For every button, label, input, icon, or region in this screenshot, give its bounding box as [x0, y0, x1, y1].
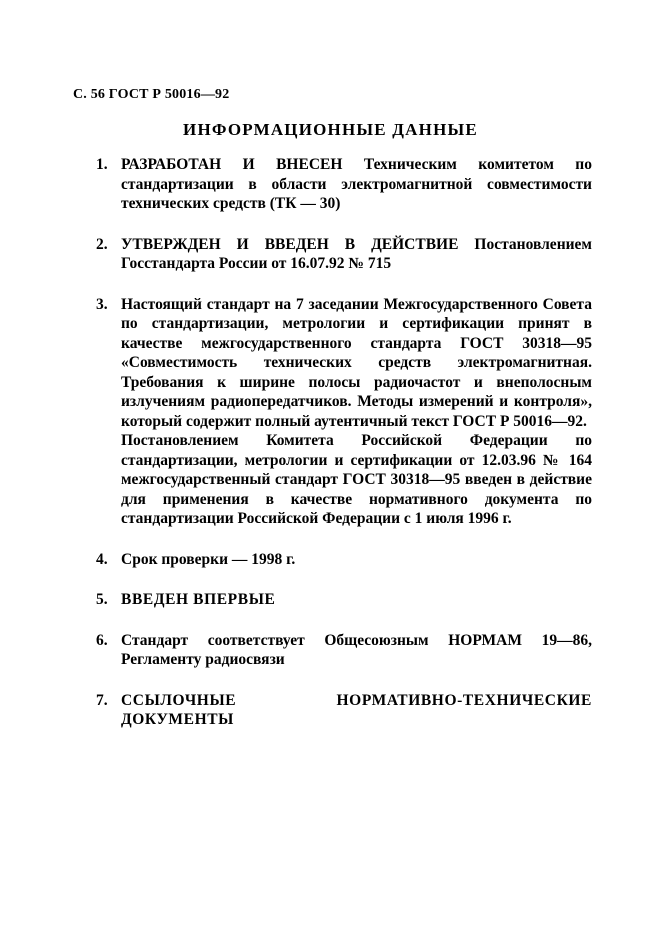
- item-text: Стандарт соответствует Общесоюзным НОРМАМ 19—86, Регламенту радиосвязи: [121, 631, 592, 668]
- info-list: [96, 155, 592, 751]
- list-item: [96, 550, 592, 570]
- item-text: Настоящий стандарт на 7 заседании Межгосударственного Совета по стандартизации, метрологии и сертификации принят в качестве межгосударственного стандарта ГОСТ 30318—95 «Совместимость технических средств электромагнитная. Требования к ширине полосы радиочастот и внеполосным излучениям радиопередатчиков. Методы измерений и контроля», который содержит полный аутентичный текст ГОСТ Р 50016—92.: [121, 295, 592, 430]
- list-item: [96, 631, 592, 670]
- item-text: ВВЕДЕН ВПЕРВЫЕ: [121, 591, 276, 608]
- item-number: 3.: [96, 295, 108, 313]
- item-number: 7.: [96, 691, 108, 709]
- item-text: УТВЕРЖДЕН И ВВЕДЕН В ДЕЙСТВИЕ Постановлением Госстандарта России от 16.07.92 № 715: [121, 235, 592, 272]
- list-item: [96, 691, 592, 730]
- item-text: РАЗРАБОТАН И ВНЕСЕН Техническим комитетом по стандартизации в области электромагнитной совместимости технических средств (ТК — 30): [121, 156, 592, 212]
- section-title: ИНФОРМАЦИОННЫЕ ДАННЫЕ: [183, 120, 478, 139]
- list-item: [96, 295, 592, 529]
- item-number: 4.: [96, 550, 108, 568]
- item-number: 5.: [96, 591, 108, 608]
- item-text: Постановлением Комитета Российской Федерации по стандартизации, метрологии и сертификации от 12.03.96 № 164 межгосударственный стандарт ГОСТ 30318—95 введен в действие для применения в качестве нормативного документа по стандартизации Российской Федерации с 1 июля 1996 г.: [121, 432, 592, 527]
- page-header: С. 56 ГОСТ Р 50016—92: [73, 87, 230, 102]
- list-item: [96, 155, 592, 214]
- item-number: 1.: [96, 156, 108, 173]
- list-item: [96, 590, 592, 610]
- item-text: ССЫЛОЧНЫЕ НОРМАТИВНО-ТЕХНИЧЕСКИЕ ДОКУМЕНТЫ: [121, 691, 592, 728]
- item-text: Срок проверки — 1998 г.: [121, 550, 296, 568]
- item-number: 6.: [96, 631, 108, 649]
- item-number: 2.: [96, 235, 108, 253]
- list-item: [96, 235, 592, 274]
